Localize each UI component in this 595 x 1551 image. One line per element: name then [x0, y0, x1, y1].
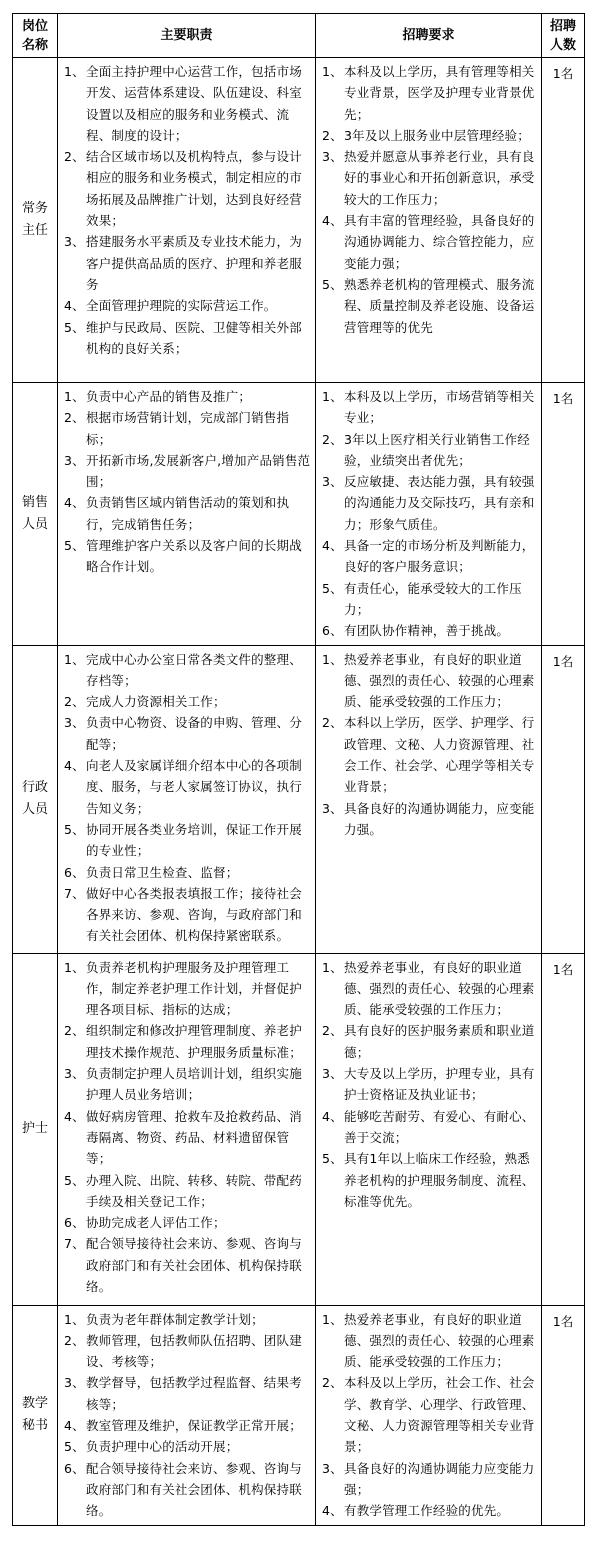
- item-text: 做好中心各类报表填报工作；接待社会各界来访、参观、咨询，与政府部门和有关社会团体、机构保持紧密联系。: [86, 885, 302, 944]
- list-item: [64, 295, 311, 316]
- duties-list: [58, 954, 315, 1301]
- item-number: 2、: [322, 1375, 343, 1391]
- list-item: [322, 1106, 537, 1149]
- item-number: 1、: [322, 389, 343, 404]
- list-item: [322, 471, 537, 535]
- item-text: 负责为老年群体制定教学计划；: [86, 1311, 264, 1327]
- list-item: [64, 712, 311, 755]
- list-item: [64, 1020, 311, 1063]
- item-text: 完成中心办公室日常各类文件的整理、存档等；: [86, 651, 302, 688]
- item-text: 负责日常卫生检查、监督；: [86, 864, 239, 880]
- list-item: [322, 61, 537, 125]
- duties-list: [58, 646, 315, 950]
- list-item: [322, 146, 537, 210]
- item-number: 1、: [322, 959, 343, 975]
- item-number: 3、: [322, 1066, 343, 1082]
- item-number: 6、: [64, 864, 85, 880]
- item-number: 4、: [322, 1503, 343, 1519]
- count-cell: 1名: [542, 383, 585, 646]
- list-item: [64, 317, 311, 360]
- item-number: 4、: [64, 758, 85, 774]
- position-cell: 教学秘书: [13, 1305, 58, 1525]
- list-item: [64, 819, 311, 862]
- item-number: 3、: [64, 715, 85, 731]
- count-cell: 1名: [542, 1305, 585, 1525]
- list-item: [64, 649, 311, 692]
- item-text: 具有良好的医护服务素质和职业道德；: [344, 1023, 535, 1060]
- header-position: 岗位名称: [13, 14, 58, 58]
- item-number: 3、: [322, 800, 343, 816]
- requirements-list: [316, 383, 541, 645]
- item-text: 办理入院、出院、转移、转院、带配药手续及相关登记工作；: [86, 1172, 302, 1209]
- item-text: 维护与民政局、医院、卫健等相关外部机构的良好关系；: [86, 319, 302, 356]
- list-item: [322, 386, 537, 429]
- item-number: 2、: [64, 149, 85, 165]
- list-item: [64, 1415, 311, 1436]
- item-text: 本科以上学历，医学、护理学、行政管理、文秘、人力资源管理、社会工作、社会学、心理学等相关专业背景；: [344, 715, 535, 795]
- item-number: 5、: [64, 1439, 85, 1455]
- item-text: 热爱养老事业，有良好的职业道德、强烈的责任心、较强的心理素质、能承受较强的工作压力；: [344, 959, 535, 1018]
- table-body: [13, 58, 585, 1526]
- list-item: [322, 957, 537, 1021]
- requirements-cell: [316, 645, 542, 953]
- item-text: 协助完成老人评估工作；: [86, 1215, 226, 1231]
- item-number: 3、: [64, 452, 85, 468]
- recruitment-table-container: [12, 13, 584, 1526]
- list-item: [64, 492, 311, 535]
- count-cell: 1名: [542, 58, 585, 383]
- item-text: 向老人及家属详细介绍本中心的各项制度、服务，与老人家属签订协议，执行告知义务；: [86, 758, 302, 816]
- list-item: [64, 1170, 311, 1213]
- duties-cell: [58, 1305, 316, 1525]
- item-text: 能够吃苦耐劳、有爱心、有耐心、善于交流；: [344, 1108, 535, 1145]
- item-text: 配合领导接待社会来访、参观、咨询与政府部门和有关社会团体、机构保持联络。: [86, 1236, 302, 1295]
- item-number: 4、: [322, 1108, 343, 1124]
- list-item: [64, 61, 311, 146]
- list-item: [64, 407, 311, 450]
- requirements-cell: [316, 58, 542, 383]
- header-row: [13, 14, 585, 58]
- item-text: 根据市场营销计划，完成部门销售指标；: [86, 410, 290, 447]
- list-item: [322, 649, 537, 713]
- item-text: 本科及以上学历，社会工作、社会学、教育学、心理学、行政管理、文秘、人力资源管理等相关专业背景；: [344, 1375, 535, 1455]
- requirements-cell: [316, 1305, 542, 1525]
- list-item: [64, 1106, 311, 1170]
- item-text: 有教学管理工作经验的优先。: [344, 1503, 510, 1519]
- list-item: [322, 1458, 537, 1501]
- duties-cell: [58, 953, 316, 1305]
- list-item: [64, 535, 311, 578]
- list-item: [322, 712, 537, 797]
- list-item: [322, 1063, 537, 1106]
- list-item: [64, 1063, 311, 1106]
- item-text: 热爱并愿意从事养老行业，具有良好的事业心和开拓创新意识，承受较大的工作压力；: [344, 149, 535, 207]
- list-item: [64, 386, 311, 407]
- item-number: 1、: [322, 64, 343, 79]
- item-number: 2、: [64, 694, 85, 710]
- table-row: [13, 1305, 585, 1525]
- list-item: [322, 620, 537, 641]
- item-text: 配合领导接待社会来访、参观、咨询与政府部门和有关社会团体、机构保持联络。: [86, 1460, 302, 1519]
- item-text: 负责养老机构护理服务及护理管理工作，制定养老护理工作计划，并督促护理各项目标、指标的达成；: [86, 959, 302, 1018]
- item-text: 具有丰富的管理经验，具备良好的沟通协调能力、综合管控能力，应变能力强；: [344, 213, 535, 271]
- list-item: [322, 429, 537, 472]
- duties-list: [58, 383, 315, 581]
- item-number: 2、: [322, 1023, 343, 1039]
- requirements-list: [316, 954, 541, 1216]
- item-number: 1、: [64, 64, 85, 79]
- duties-cell: [58, 645, 316, 953]
- item-number: 3、: [322, 1460, 343, 1476]
- header-requirements: 招聘要求: [316, 14, 542, 58]
- list-item: [64, 862, 311, 883]
- duties-list: [58, 58, 315, 362]
- item-number: 3、: [64, 1375, 85, 1391]
- item-text: 全面主持护理中心运营工作，包括市场开发、运营体系建设、队伍建设、科室设置以及相应的服务和业务模式、流程、制度的设计；: [86, 64, 302, 143]
- header-duties: 主要职责: [58, 14, 316, 58]
- item-number: 4、: [64, 495, 85, 511]
- item-text: 热爱养老事业，有良好的职业道德、强烈的责任心、较强的心理素质、能承受较强的工作压力；: [344, 651, 535, 710]
- list-item: [64, 1436, 311, 1457]
- list-item: [64, 957, 311, 1021]
- item-number: 5、: [322, 1151, 343, 1167]
- requirements-cell: [316, 953, 542, 1305]
- item-number: 1、: [322, 651, 343, 667]
- list-item: [64, 691, 311, 712]
- item-number: 3、: [322, 149, 343, 165]
- item-text: 具备良好的沟通协调能力，应变能力强。: [344, 800, 535, 837]
- item-text: 负责中心产品的销售及推广；: [86, 389, 252, 404]
- requirements-list: [316, 58, 541, 341]
- item-text: 协同开展各类业务培训，保证工作开展的专业性；: [86, 821, 302, 859]
- item-text: 开拓新市场,发展新客户,增加产品销售范围；: [86, 452, 311, 490]
- item-text: 3年以上医疗相关行业销售工作经验，业绩突出者优先；: [344, 431, 530, 468]
- item-text: 本科及以上学历，市场营销等相关专业；: [344, 389, 535, 426]
- item-number: 2、: [322, 431, 343, 447]
- item-number: 1、: [64, 959, 85, 975]
- list-item: [322, 1372, 537, 1457]
- item-text: 完成人力资源相关工作；: [86, 694, 226, 710]
- item-text: 本科及以上学历，具有管理等相关专业背景，医学及护理专业背景优先；: [344, 64, 535, 122]
- item-text: 负责销售区域内销售活动的策划和执行，完成销售任务；: [86, 495, 290, 532]
- item-text: 热爱养老事业，有良好的职业道德、强烈的责任心、较强的心理素质、能承受较强的工作压力；: [344, 1311, 535, 1370]
- item-number: 1、: [322, 1311, 343, 1327]
- list-item: [64, 231, 311, 295]
- header-count: 招聘人数: [542, 14, 585, 58]
- item-number: 5、: [64, 538, 85, 554]
- item-number: 2、: [322, 715, 343, 731]
- table-row: [13, 953, 585, 1305]
- list-item: [64, 1330, 311, 1373]
- item-number: 4、: [64, 1418, 85, 1434]
- list-item: [64, 146, 311, 231]
- list-item: [64, 450, 311, 493]
- count-cell: 1名: [542, 953, 585, 1305]
- requirements-list: [316, 1306, 541, 1525]
- list-item: [64, 1309, 311, 1330]
- item-number: 6、: [64, 1215, 85, 1231]
- item-text: 结合区域市场以及机构特点，参与设计相应的服务和业务模式，制定相应的市场拓展及品牌推广计划，达到良好经营效果；: [86, 149, 302, 229]
- item-text: 具有1年以上临床工作经验，熟悉养老机构的护理服务制度、流程、标准等优先。: [344, 1151, 535, 1209]
- item-number: 1、: [64, 651, 85, 667]
- duties-list: [58, 1306, 315, 1525]
- list-item: [322, 1148, 537, 1212]
- item-number: 6、: [322, 623, 343, 639]
- item-text: 做好病房管理、抢救车及抢救药品、消毒隔离、物资、药品、材料遗留保管等；: [86, 1108, 302, 1167]
- item-number: 2、: [322, 127, 343, 143]
- item-number: 4、: [64, 298, 85, 314]
- list-item: [64, 1233, 311, 1297]
- item-number: 5、: [64, 821, 85, 837]
- list-item: [64, 755, 311, 819]
- position-cell: 销售人员: [13, 383, 58, 646]
- table-row: [13, 645, 585, 953]
- requirements-cell: [316, 383, 542, 646]
- item-number: 2、: [64, 410, 85, 426]
- recruitment-table: [12, 13, 585, 1526]
- duties-cell: [58, 383, 316, 646]
- item-text: 全面管理护理院的实际营运工作。: [86, 298, 277, 314]
- item-number: 7、: [64, 1236, 85, 1252]
- item-number: 2、: [64, 1023, 85, 1039]
- item-text: 组织制定和修改护理管理制度、养老护理技术操作规范、护理服务质量标准；: [86, 1023, 302, 1060]
- list-item: [322, 274, 537, 338]
- position-cell: 行政人员: [13, 645, 58, 953]
- list-item: [322, 578, 537, 621]
- requirements-list: [316, 646, 541, 844]
- table-row: [13, 58, 585, 383]
- table-row: [13, 383, 585, 646]
- item-number: 5、: [64, 1172, 85, 1188]
- item-text: 负责中心物资、设备的申购、管理、分配等；: [86, 715, 302, 752]
- item-number: 4、: [64, 1108, 85, 1124]
- item-text: 具备良好的沟通协调能力应变能力强；: [344, 1460, 535, 1497]
- item-text: 有责任心，能承受较大的工作压力；: [344, 580, 522, 617]
- list-item: [322, 210, 537, 274]
- item-number: 3、: [64, 234, 85, 250]
- item-number: 2、: [64, 1332, 85, 1348]
- duties-cell: [58, 58, 316, 383]
- item-text: 3年及以上服务业中层管理经验；: [344, 127, 530, 143]
- item-text: 教学督导，包括教学过程监督、结果考核等；: [86, 1375, 302, 1412]
- list-item: [322, 798, 537, 841]
- item-text: 负责护理中心的活动开展；: [86, 1439, 239, 1455]
- item-text: 管理维护客户关系以及客户间的长期战略合作计划。: [86, 538, 302, 575]
- list-item: [322, 1309, 537, 1373]
- item-number: 3、: [322, 474, 343, 490]
- item-number: 5、: [64, 319, 85, 335]
- item-text: 具备一定的市场分析及判断能力，良好的客户服务意识；: [344, 538, 535, 575]
- item-number: 4、: [322, 538, 343, 554]
- item-text: 反应敏捷、表达能力强，具有较强的沟通能力及交际技巧，具有亲和力；形象气质佳。: [344, 474, 535, 532]
- list-item: [64, 1458, 311, 1522]
- list-item: [64, 883, 311, 947]
- position-cell: 护士: [13, 953, 58, 1305]
- list-item: [322, 1020, 537, 1063]
- item-number: 6、: [64, 1460, 85, 1476]
- count-cell: 1名: [542, 645, 585, 953]
- position-cell: 常务主任: [13, 58, 58, 383]
- item-text: 熟悉养老机构的管理模式、服务流程、质量控制及养老设施、设备运营管理等的优先: [344, 276, 535, 335]
- item-text: 教师管理，包括教师队伍招聘、团队建设、考核等；: [86, 1332, 302, 1370]
- item-number: 4、: [322, 213, 343, 229]
- item-text: 教室管理及维护，保证教学正常开展；: [86, 1418, 302, 1434]
- item-number: 7、: [64, 885, 85, 901]
- list-item: [322, 535, 537, 578]
- item-text: 搭建服务水平素质及专业技术能力，为客户提供高品质的医疗、护理和养老服务: [86, 234, 302, 292]
- item-number: 1、: [64, 389, 85, 404]
- item-text: 负责制定护理人员培训计划，组织实施护理人员业务培训；: [86, 1066, 302, 1103]
- item-number: 5、: [322, 276, 343, 292]
- list-item: [322, 1500, 537, 1521]
- list-item: [64, 1372, 311, 1415]
- item-text: 有团队协作精神，善于挑战。: [344, 623, 510, 639]
- list-item: [64, 1212, 311, 1233]
- item-number: 3、: [64, 1066, 85, 1082]
- list-item: [322, 125, 537, 146]
- item-number: 1、: [64, 1311, 85, 1327]
- item-number: 5、: [322, 580, 343, 596]
- item-text: 大专及以上学历，护理专业，具有护士资格证及执业证书；: [344, 1066, 535, 1103]
